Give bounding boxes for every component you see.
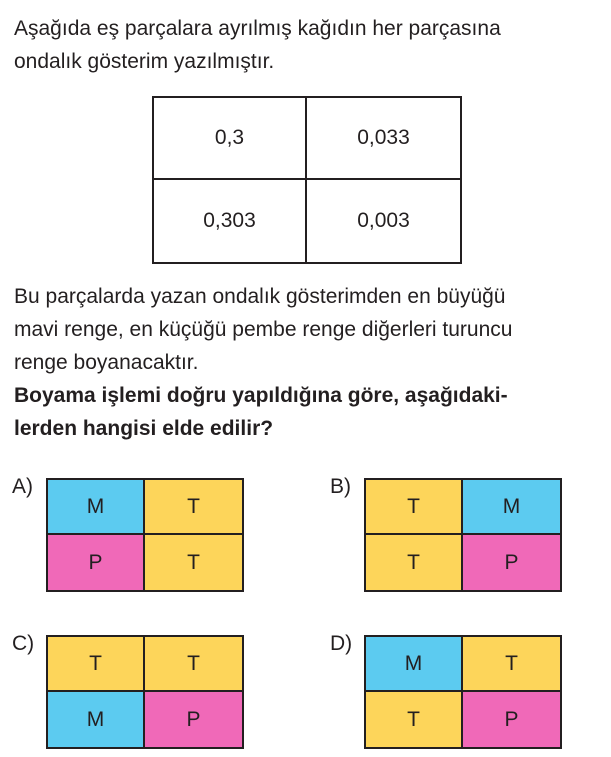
option-d-grid[interactable] [364,635,562,749]
option-cell: P [145,692,242,747]
intro-text [14,12,501,78]
option-cell: P [48,535,145,590]
option-cell: T [145,480,242,535]
option-cell: T [145,637,242,692]
option-cell: T [48,637,145,692]
option-d-letter: D) [330,632,353,655]
option-cell: T [366,535,463,590]
decimal-cell: 0,3 [154,98,307,180]
option-cell: T [145,535,242,590]
option-b-grid[interactable] [364,478,562,592]
question-line: Boyama işlemi doğru yapıldığına göre, aşağıdaki- [14,384,508,407]
option-a-letter: A) [12,475,33,498]
rule-text [14,280,512,379]
option-cell: M [48,692,145,747]
option-cell: T [463,637,560,692]
option-cell: M [463,480,560,535]
decimal-cell: 0,033 [307,98,460,180]
option-c-letter: C) [12,632,35,655]
intro-line: ondalık gösterim yazılmıştır. [14,50,275,73]
option-cell: M [48,480,145,535]
question-line: lerden hangisi elde edilir? [14,417,274,440]
option-cell: T [366,480,463,535]
question-text [14,379,508,445]
option-c-grid[interactable] [46,635,244,749]
option-cell: P [463,692,560,747]
option-a-grid[interactable] [46,478,244,592]
decimal-cell: 0,303 [154,180,307,262]
option-cell: T [366,692,463,747]
rule-line: Bu parçalarda yazan ondalık gösterimden en büyüğü [14,285,506,308]
decimal-cell: 0,003 [357,209,410,232]
intro-line: Aşağıda eş parçalara ayrılmış kağıdın her parçasına [14,17,501,40]
decimal-paper-grid [152,96,462,264]
option-b-letter: B) [330,475,351,498]
rule-line: mavi renge, en küçüğü pembe renge diğerleri turuncu [14,318,513,341]
option-cell: P [463,535,560,590]
option-cell: M [366,637,463,692]
rule-line: renge boyanacaktır. [14,351,199,374]
